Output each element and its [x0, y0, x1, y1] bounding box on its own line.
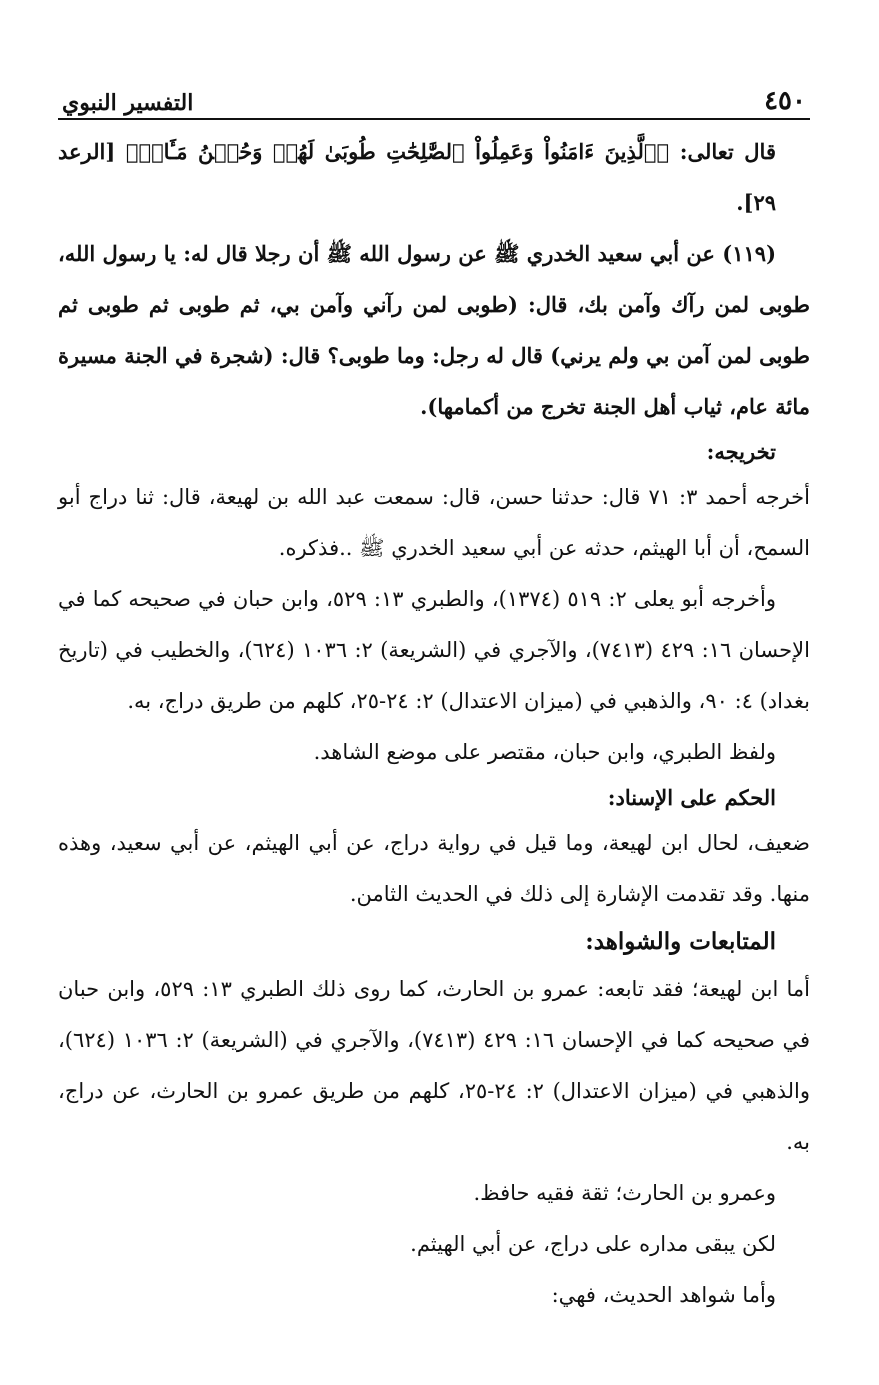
mutabaat-paragraph-2: وعمرو بن الحارث؛ ثقة فقيه حافظ.	[473, 1181, 776, 1205]
book-page	[58, 70, 810, 1360]
section-heading-hukm: الحكم على الإسناد:	[607, 785, 776, 810]
hadith-text: (١١٩) عن أبي سعيد الخدري ﷺ عن رسول الله ﷺ أن رجلا قال له: يا رسول الله، طوبى لمن رآك وآمن بك، قال: (طوبى لمن رآني وآمن بي، ثم طوبى ثم طوبى ثم طوبى لمن آمن بي ولم يرني) قال له رجل: وما طوبى؟ قال: (شجرة في الجنة مسيرة مائة عام، ثياب أهل الجنة تخرج من أكمامها).	[58, 241, 810, 419]
hukm-paragraph-1: ضعيف، لحال ابن لهيعة، وما قيل في رواية دراج، عن أبي الهيثم، عن أبي سعيد، وهذه منها. وقد تقدمت الإشارة إلى ذلك في الحديث الثامن.	[58, 831, 810, 906]
running-title: التفسير النبوي	[62, 90, 194, 116]
page-number: ٤٥٠	[764, 86, 806, 116]
mutabaat-paragraph-3: لكن يبقى مداره على دراج، عن أبي الهيثم.	[410, 1232, 776, 1256]
section-heading-mutabaat: المتابعات والشواهد:	[585, 928, 776, 955]
quran-verse: ﴿ٱلَّذِينَ ءَامَنُواْ وَعَمِلُواْ ٱلصَّٰلِحَٰتِ طُوبَىٰ لَهُمۡ وَحُسۡنُ مَـَٔابٖ﴾	[125, 139, 670, 164]
verse-intro: قال تعالى:	[669, 139, 776, 164]
takhrij-paragraph-1: أخرجه أحمد ٣: ٧١ قال: حدثنا حسن، قال: سمعت عبد الله بن لهيعة، قال: ثنا دراج أبو السمح، أن أبا الهيثم، حدثه عن أبي سعيد الخدري ﷺ ..فذكره.	[58, 485, 810, 560]
verse-reference: [الرعد ٢٩].	[58, 139, 776, 215]
takhrij-paragraph-3: ولفظ الطبري، وابن حبان، مقتصر على موضع الشاهد.	[313, 740, 776, 764]
mutabaat-paragraph-4: وأما شواهد الحديث، فهي:	[551, 1283, 776, 1307]
verse-line	[58, 126, 810, 228]
page-body	[58, 126, 810, 1321]
running-header	[58, 70, 810, 120]
mutabaat-paragraph-1: أما ابن لهيعة؛ فقد تابعه: عمرو بن الحارث، كما روى ذلك الطبري ١٣: ٥٢٩، وابن حبان في صحيحه كما في الإحسان ١٦: ٤٢٩ (٧٤١٣)، والآجري في (الشريعة) ٢: ١٠٣٦ (٦٢٤)، والذهبي في (ميزان الاعتدال) ٢: ٢٤-٢٥، كلهم من طريق عمرو بن الحارث، عن دراج، به.	[58, 977, 810, 1154]
takhrij-paragraph-2: وأخرجه أبو يعلى ٢: ٥١٩ (١٣٧٤)، والطبري ١٣: ٥٢٩، وابن حبان في صحيحه كما في الإحسان ١٦: ٤٢٩ (٧٤١٣)، والآجري في (الشريعة) ٢: ١٠٣٦ (٦٢٤)، والخطيب في (تاريخ بغداد) ٤: ٩٠، والذهبي في (ميزان الاعتدال) ٢: ٢٤-٢٥، كلهم من طريق دراج، به.	[58, 587, 810, 713]
section-heading-takhrij: تخريجه:	[706, 439, 776, 464]
